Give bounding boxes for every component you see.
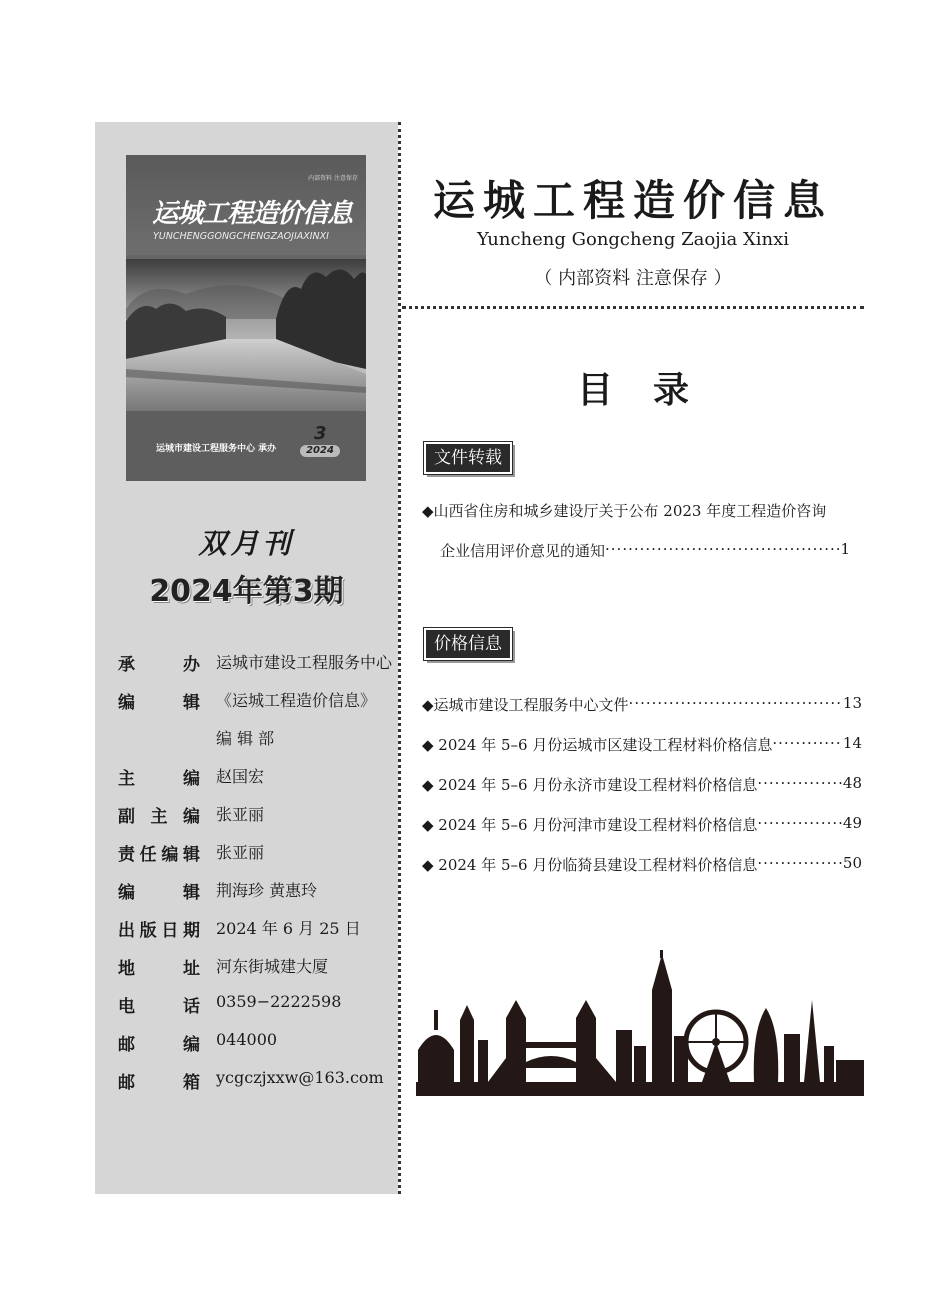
toc-entry-title: ◆ 2024 年 5–6 月份永济市建设工程材料价格信息: [422, 776, 758, 794]
toc-entry-title: ◆ 2024 年 5–6 月份运城市区建设工程材料价格信息: [422, 736, 773, 754]
toc-entry-title: ◆ 2024 年 5–6 月份河津市建设工程材料价格信息: [422, 816, 758, 834]
cover-river-photo: [126, 259, 366, 411]
toc-entry-page: 48: [842, 774, 862, 792]
toc-leader-dots: [629, 694, 843, 715]
info-value: ycgczjxxw@163.com: [216, 1068, 384, 1087]
toc-entry[interactable]: [422, 814, 862, 835]
info-row: [118, 1030, 393, 1068]
toc-entry[interactable]: [422, 854, 862, 875]
info-row: [118, 650, 393, 688]
toc-entry[interactable]: [422, 694, 862, 715]
info-value: 河东街城建大厦: [216, 957, 329, 976]
masthead-info: [118, 650, 393, 1106]
toc-entry-title: ◆ 2024 年 5–6 月份临猗县建设工程材料价格信息: [422, 856, 758, 874]
info-label: 邮箱: [118, 1073, 200, 1093]
cover-publisher: 运城市建设工程服务中心 承办: [156, 444, 277, 454]
journal-title: 运城工程造价信息: [432, 176, 833, 225]
toc-leader-dots: [757, 854, 843, 875]
toc-entry-page: 49: [842, 814, 862, 832]
cover-thumbnail: [126, 155, 366, 481]
toc-entry-page: 13: [842, 694, 862, 712]
info-label: 编辑: [118, 693, 200, 713]
cover-year: 2024: [300, 445, 340, 457]
toc-entry[interactable]: [422, 774, 862, 795]
info-label: 地址: [118, 959, 200, 979]
info-label: 副主编: [118, 807, 200, 827]
section-header-documents: 文件转载: [424, 442, 512, 474]
toc-entry-title-line1: ◆山西省住房和城乡建设厅关于公布 2023 年度工程造价咨询: [422, 502, 827, 520]
info-value: 《运城工程造价信息》: [216, 691, 377, 710]
info-row: [118, 992, 393, 1030]
issue-label: 2024年第3期: [149, 574, 344, 609]
info-row: [118, 688, 393, 726]
info-value: 044000: [216, 1030, 278, 1049]
info-value: 张亚丽: [216, 805, 265, 824]
vertical-dotted-divider: [398, 122, 401, 1194]
frequency-label: 双月刊: [198, 527, 295, 560]
cover-pinyin: YUNCHENGGONGCHENGZAOJIAXINXI: [153, 231, 329, 242]
toc-leader-dots: [757, 814, 843, 835]
info-row: [118, 802, 393, 840]
city-skyline-illustration: [416, 950, 864, 1096]
info-row: [118, 1068, 393, 1106]
journal-note: （ 内部资料 注意保存 ）: [534, 268, 732, 289]
info-label: 编辑: [118, 883, 200, 903]
info-label: 承办: [118, 655, 200, 675]
info-row: [118, 764, 393, 802]
info-value: 张亚丽: [216, 843, 265, 862]
cover-title: 运城工程造价信息: [152, 199, 353, 229]
toc-entry[interactable]: [440, 540, 850, 561]
toc-entry-page: 1: [840, 540, 850, 558]
cover-badge: 内部资料 注意保存: [308, 175, 358, 182]
info-row: [118, 878, 393, 916]
info-row: [118, 916, 393, 954]
info-row: [118, 726, 393, 764]
info-row: [118, 840, 393, 878]
info-label: 邮编: [118, 1035, 200, 1055]
info-label: 责任编辑: [118, 845, 200, 865]
toc-entry-page: 50: [842, 854, 862, 872]
cover-issue-number: 3: [314, 423, 327, 444]
toc-entry-page: 14: [842, 734, 862, 752]
horizontal-dotted-divider: [402, 306, 864, 309]
toc-heading: 目录: [576, 370, 729, 411]
toc-leader-dots: [772, 734, 843, 755]
toc-leader-dots: [605, 540, 840, 561]
toc-entry-title: ◆运城市建设工程服务中心文件: [422, 696, 629, 714]
info-label: 出版日期: [118, 921, 200, 941]
info-value: 赵国宏: [216, 767, 265, 786]
toc-entry[interactable]: [422, 500, 862, 521]
info-label: 电话: [118, 997, 200, 1017]
journal-pinyin: Yuncheng Gongcheng Zaojia Xinxi: [476, 229, 790, 250]
toc-entry[interactable]: [422, 734, 862, 755]
toc-entry-title: 企业信用评价意见的通知: [440, 542, 606, 560]
info-value: 荆海珍 黄惠玲: [216, 881, 318, 900]
info-value: 2024 年 6 月 25 日: [216, 919, 361, 938]
info-label: 主编: [118, 769, 200, 789]
info-row: [118, 954, 393, 992]
info-value: 编 辑 部: [216, 729, 275, 748]
section-header-prices: 价格信息: [424, 628, 512, 660]
info-value: 运城市建设工程服务中心: [216, 653, 393, 672]
toc-leader-dots: [757, 774, 843, 795]
info-value: 0359−2222598: [216, 992, 342, 1011]
